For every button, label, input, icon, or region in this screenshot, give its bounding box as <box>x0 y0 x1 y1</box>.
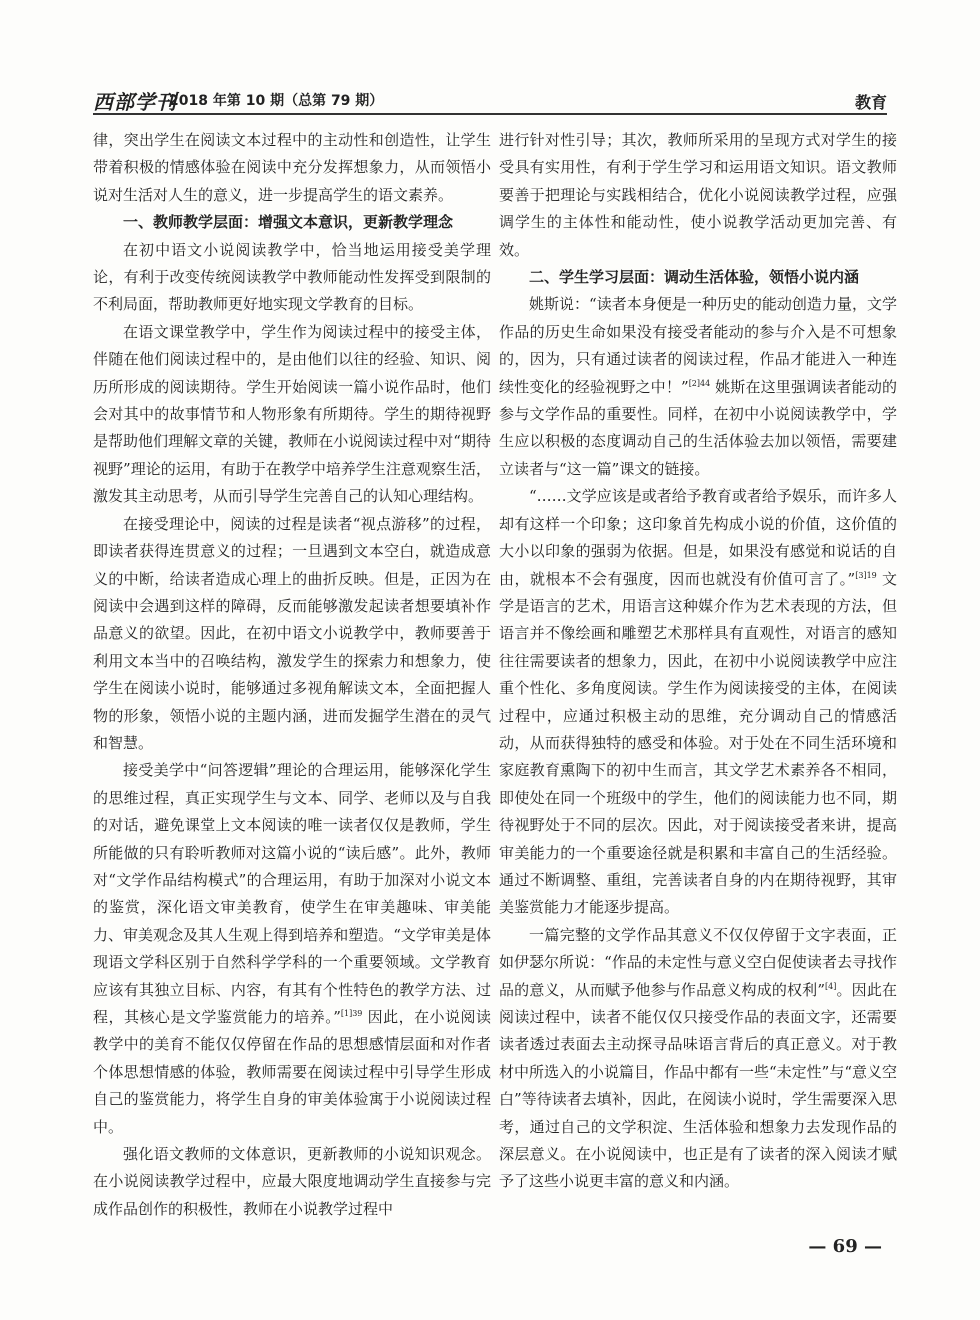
paragraph-text: 一篇完整的文学作品其意义不仅仅停留于文字表面，正如伊瑟尔所说：“作品的未定性与意义空白促使读者去寻找作品的意义，从而赋予他参与作品意义构成的权利” <box>499 925 897 999</box>
section-heading-2: 二、学生学习层面：调动生活体验，领悟小说内涵 <box>529 268 860 287</box>
header-rule <box>93 113 887 115</box>
citation-ref: [1]39 <box>340 1009 363 1018</box>
left-column <box>93 127 491 1223</box>
paragraph: 在接受理论中，阅读的过程是读者“视点游移”的过程，即读者获得连贯意义的过程；一旦遇到文本空白，就造成意义的中断，给读者造成心理上的曲折反映。但是，正因为在阅读中会遇到这样的障碍，反而能够激发起读者想要填补作品意义的欲望。因此，在初中语文小说教学中，教师要善于利用文本当中的召唤结构，激发学生的探索力和想象力，使学生在阅读小说时，能够通过多视角解读文本，全面把握人物的形象，领悟小说的主题内涵，进而发掘学生潜在的灵气和智慧。 <box>93 514 491 752</box>
paragraph: 在初中语文小说阅读教学中，恰当地运用接受美学理论，有利于改变传统阅读教学中教师能动性发挥受到限制的不利局面，帮助教师更好地实现文学教育的目标。 <box>93 240 491 314</box>
paragraph <box>93 757 491 1141</box>
citation-ref: [2]44 <box>688 378 711 388</box>
paragraph-text: 。因此在阅读过程中，读者不能仅仅只接受作品的表面文字，还需要读者透过表面去主动探寻品味语言背后的真正意义。对于教材中所选入的小说篇目，作品中都有一些“未定性”与“意义空白”等待读者去填补，因此，在阅读小说时，学生需要深入思考，通过自己的文学积淀、生活体验和想象力去发现作品的深层意义。在小说阅读中，也正是有了读者的深入阅读才赋予了这些小说更丰富的意义和内涵。 <box>499 980 898 1191</box>
paragraph-text: 接受美学中“问答逻辑”理论的合理运用，能够深化学生的思维过程，真正实现学生与文本、同学、老师以及与自我的对话，避免课堂上文本阅读的唯一读者仅仅是教师，学生所能做的只有聆听教师对这篇小说的“读后感”。此外，教师对“文学作品结构模式”的合理运用，有助于加深对小说文本的鉴赏，深化语文审美教育，使学生在审美趣味、审美能力、审美观念及其人生观上得到培养和塑造。“文学审美是体现语文学科区别于自然科学学科的一个重要领域。文学教育应该有其独立目标、内容，有其有个性特色的教学方法、过程，其核心是文学鉴赏能力的培养。” <box>93 761 491 1026</box>
citation-ref: [4] <box>825 981 837 991</box>
section-heading-1: 一、教师教学层面：增强文本意识，更新教学理念 <box>123 213 454 232</box>
page-number: — 69 — <box>808 1236 882 1257</box>
issue-info: 2018 年第 10 期（总第 79 期） <box>169 93 384 109</box>
paragraph <box>499 922 897 1196</box>
paragraph-text: 姚斯在这里强调读者能动的参与文学作品的重要性。同样，在初中小说阅读教学中，学生应以积极的态度调动自己的生活体验去加以领悟，需要建立读者与“这一篇”课文的链接。 <box>499 377 897 478</box>
paragraph <box>499 291 897 483</box>
paragraph: 强化语文教师的文体意识，更新教师的小说知识观念。在小说阅读教学过程中，应最大限度地调动学生直接参与完成作品创作的积极性，教师在小说教学过程中 <box>93 1145 491 1218</box>
citation-ref: [3]19 <box>855 570 877 580</box>
page-header <box>93 84 887 114</box>
paragraph: 进行针对性引导；其次，教师所采用的呈现方式对学生的接受具有实用性，有利于学生学习和运用语文知识。语文教师要善于把理论与实践相结合，优化小说阅读教学过程，应强调学生的主体性和能动性，使小说教学活动更加完善、有效。 <box>499 131 897 259</box>
paragraph <box>499 483 897 922</box>
right-column <box>499 127 897 1196</box>
paragraph: 律，突出学生在阅读文本过程中的主动性和创造性，让学生带着积极的情感体验在阅读中充分发挥想象力，从而领悟小说对生活对人生的意义，进一步提高学生的语文素养。 <box>93 131 491 204</box>
journal-logo: 西部学刊 <box>93 90 177 114</box>
paragraph-text: 姚斯说：“读者本身便是一种历史的能动创造力量，文学作品的历史生命如果没有接受者能动的参与介入是不可想象的，因为，只有通过读者的阅读过程，作品才能进入一种连续性变化的经验视野之中！” <box>499 295 897 396</box>
paragraph-text: 因此，在小说阅读教学中的美育不能仅仅停留在作品的思想感情层面和对作者个体思想情感的体验，教师需要在阅读过程中引导学生形成自己的鉴赏能力，将学生自身的审美体验寓于小说阅读过程中。 <box>93 1008 491 1136</box>
paragraph: 在语文课堂教学中，学生作为阅读过程中的接受主体，伴随在他们阅读过程中的，是由他们以往的经验、知识、阅历所形成的阅读期待。学生开始阅读一篇小说作品时，他们会对其中的故事情节和人物形象有所期待。学生的期待视野是帮助他们理解文章的关键，教师在小说阅读过程中对“期待视野”理论的运用，有助于在教学中培养学生注意观察生活，激发其主动思考，从而引导学生完善自己的认知心理结构。 <box>93 322 491 506</box>
paragraph-text: “……文学应该是或者给予教育或者给予娱乐，而许多人却有这样一个印象；这印象首先构成小说的价值，这价值的大小以印象的强弱为依据。但是，如果没有感觉和说话的自由，就根本不会有强度，因而也就没有价值可言了。” <box>499 487 897 588</box>
section-label: 教育 <box>854 93 887 112</box>
paragraph-text: 文学是语言的艺术，用语言这种媒介作为艺术表现的方法，但语言并不像绘画和雕塑艺术那样具有直观性，对语言的感知往往需要读者的想象力，因此，在初中小说阅读教学中应注重个性化、多角度阅读。学生作为阅读接受的主体，在阅读过程中，应通过积极主动的思维，充分调动自己的情感活动，从而获得独特的感受和体验。对于处在不同生活环境和家庭教育熏陶下的初中生而言，其文学艺术素养各不相同，即使处在同一个班级中的学生，他们的阅读能力也不同，期待视野处于不同的层次。因此，对于阅读接受者来讲，提高审美能力的一个重要途径就是积累和丰富自己的生活经验。通过不断调整、重组，完善读者自身的内在期待视野，其审美鉴赏能力才能逐步提高。 <box>499 569 897 917</box>
